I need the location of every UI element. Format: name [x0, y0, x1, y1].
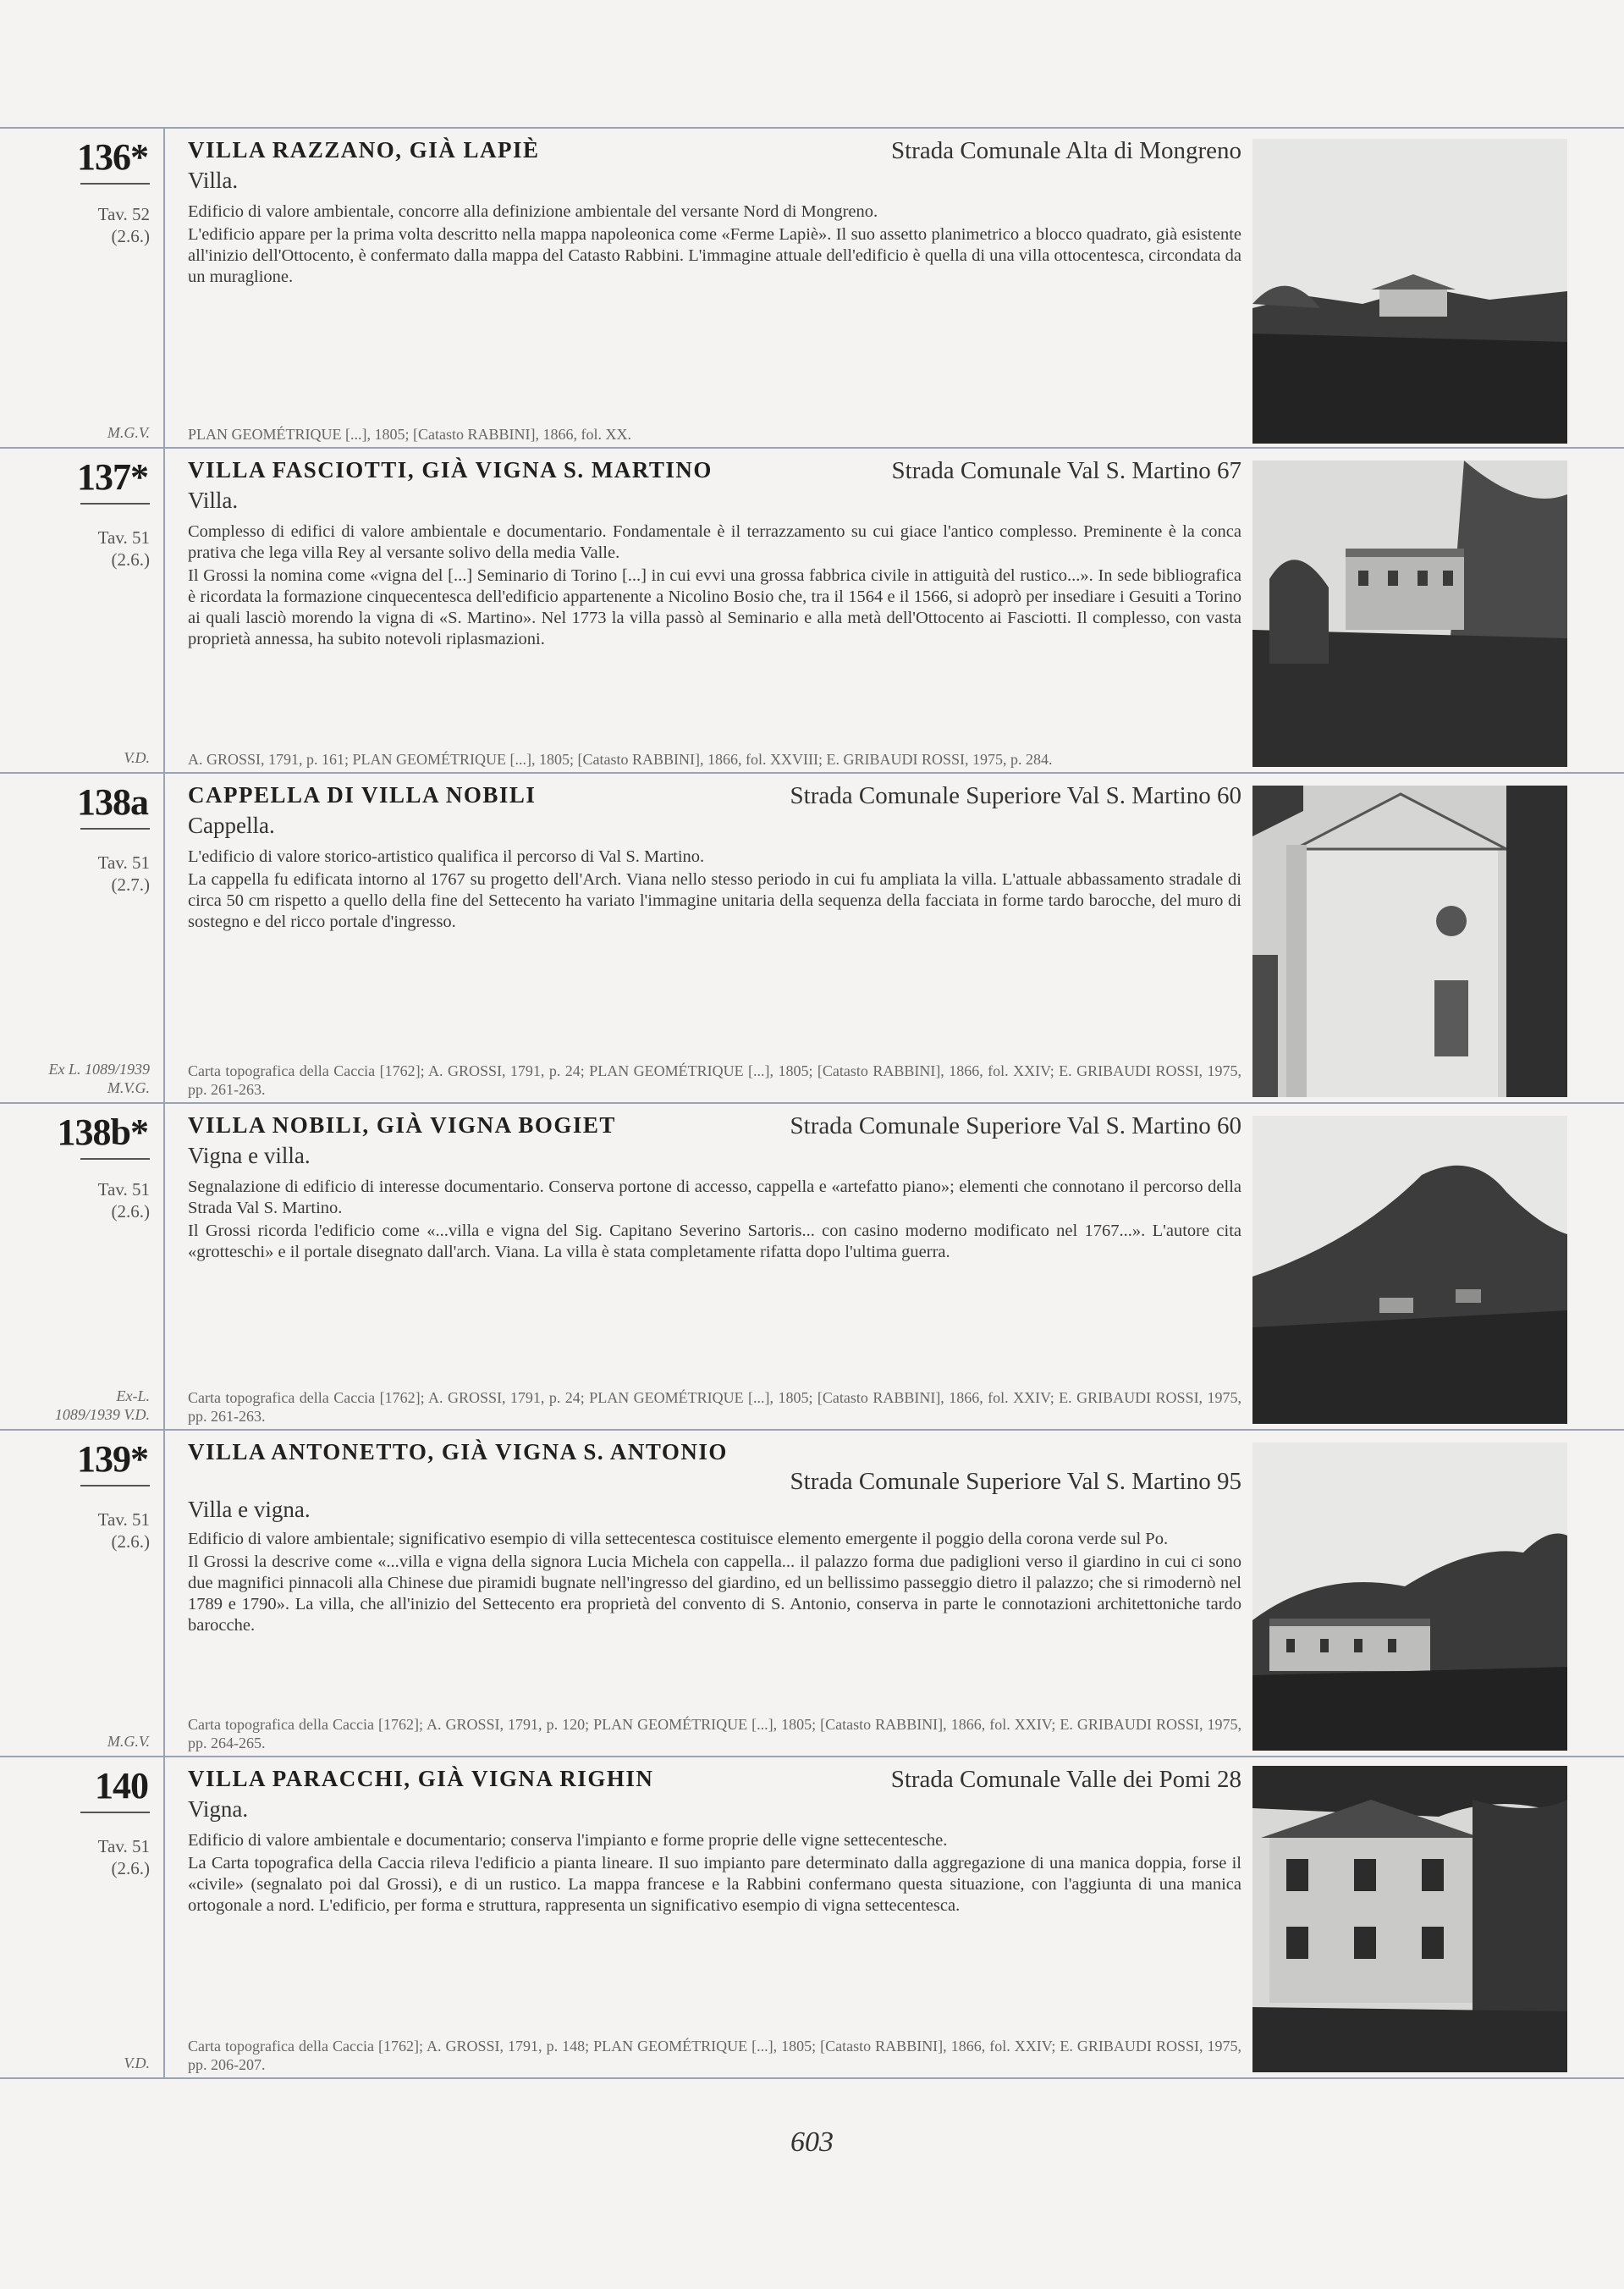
- villa-photo-graphic: [1252, 1442, 1567, 1751]
- number-rule: [80, 1485, 150, 1486]
- description-paragraph: La Carta topografica della Caccia rileva l'edificio a pianta lineare. Il suo impianto pare determinato dalla aggregazione di una manica doppia, forse il «civile» (segnalato poi dal Grossi), e di un rustico. La mappa francese e la Rabbini confermano questa situazione, con l'aggiunta di una manica ortogonale a nord. L'edificio, per forma e struttura, rappresenta un significativo esempio di vigna settecentesca.: [188, 1854, 1241, 1915]
- page-number: 603: [790, 2126, 834, 2158]
- entry-photo: [1252, 139, 1567, 444]
- entry-number: 137*: [77, 456, 148, 498]
- entry-140: [0, 1757, 1624, 2079]
- description-paragraph: Il Grossi ricorda l'edificio come «...villa e vigna del Sig. Capitano Severino Sartoris... con casino moderno modificato nel 1767...». L'autore cita «grotteschi» e il portale disegnato dall'arch. Viana. La villa è stata completamente rifatta dopo l'ultima guerra.: [188, 1222, 1241, 1261]
- entry-bibliography: Carta topografica della Caccia [1762]; A. GROSSI, 1791, p. 24; PLAN GEOMÉTRIQUE [...], 1805; [Catasto RABBINI], 1866, fol. XXIV; E. GRIBAUDI ROSSI, 1975, pp. 261-263.: [188, 1389, 1241, 1425]
- entry-photo: [1252, 461, 1567, 767]
- entry-type: Cappella.: [188, 813, 275, 838]
- category-code: (2.6.): [111, 1201, 150, 1222]
- entry-meta: [0, 449, 165, 772]
- entry-content: [188, 449, 1241, 772]
- tav-reference: [98, 852, 150, 896]
- tav-label: Tav. 51: [97, 852, 150, 873]
- tav-reference: [98, 527, 150, 571]
- description-paragraph: Edificio di valore ambientale; significativo esempio di villa settecentesca costituisce elemento emergente il poggio della corona verde sul Po.: [188, 1530, 1169, 1548]
- entry-title: VILLA FASCIOTTI, GIÀ VIGNA S. MARTINO: [188, 457, 713, 483]
- entry-author: V.D.: [124, 2055, 150, 2071]
- entry-bibliography: Carta topografica della Caccia [1762]; A. GROSSI, 1791, p. 120; PLAN GEOMÉTRIQUE [...], 1805; [Catasto RABBINI], 1866, fol. XXIV; E. GRIBAUDI ROSSI, 1975, pp. 264-265.: [188, 1716, 1241, 1751]
- entry-content: [188, 129, 1241, 447]
- entry-description: [188, 847, 1241, 935]
- tav-label: Tav. 51: [97, 1836, 150, 1856]
- chapel-photo-graphic: [1252, 786, 1567, 1097]
- description-paragraph: L'edificio di valore storico-artistico qualifica il percorso di Val S. Martino.: [188, 847, 705, 866]
- entry-address: Strada Comunale Alta di Mongreno: [891, 137, 1241, 164]
- entry-137: [0, 449, 1624, 774]
- description-paragraph: Edificio di valore ambientale e documentario; conserva l'impianto e forme proprie delle vigne settecentesche.: [188, 1831, 948, 1850]
- entry-bibliography: PLAN GEOMÉTRIQUE [...], 1805; [Catasto RABBINI], 1866, fol. XX.: [188, 426, 631, 443]
- description-paragraph: L'edificio appare per la prima volta descritto nella mappa napoleonica come «Ferme Lapiè». Il suo assetto planimetrico a blocco quadrato, già esistente all'inizio dell'Ottocento, è confermato dalla mappa del Catasto Rabbini. L'immagine attuale dell'edificio è quella di una villa ottocentesca, circondata da un muraglione.: [188, 225, 1241, 286]
- entry-type: Villa.: [188, 168, 239, 193]
- category-code: (2.6.): [111, 549, 150, 570]
- entry-description: [188, 201, 1241, 290]
- entry-photo: [1252, 1116, 1567, 1424]
- tav-label: Tav. 51: [97, 1509, 150, 1530]
- villa-photo-graphic: [1252, 461, 1567, 767]
- number-rule: [80, 828, 150, 830]
- entry-description: [188, 1830, 1241, 1918]
- tav-label: Tav. 52: [97, 204, 150, 224]
- tav-reference: [98, 203, 150, 247]
- tav-reference: [98, 1178, 150, 1222]
- description-paragraph: Edificio di valore ambientale, concorre alla definizione ambientale del versante Nord di Mongreno.: [188, 202, 878, 221]
- entry-bibliography: Carta topografica della Caccia [1762]; A. GROSSI, 1791, p. 148; PLAN GEOMÉTRIQUE [...], 1805; [Catasto RABBINI], 1866, fol. XXIV; E. GRIBAUDI ROSSI, 1975, pp. 206-207.: [188, 2038, 1241, 2073]
- entry-address: Strada Comunale Valle dei Pomi 28: [890, 1766, 1241, 1793]
- entry-title: CAPPELLA DI VILLA NOBILI: [188, 782, 537, 808]
- villa-photo-graphic: [1252, 139, 1567, 444]
- entry-meta: [0, 1104, 165, 1429]
- number-rule: [80, 1158, 150, 1160]
- entry-description: [188, 1529, 1241, 1638]
- entry-author: M.G.V.: [107, 1733, 150, 1750]
- tav-reference: [98, 1835, 150, 1879]
- entry-139: [0, 1431, 1624, 1757]
- description-paragraph: Segnalazione di edificio di interesse documentario. Conserva portone di accesso, cappella e «artefatto piano»; elementi che connotano il percorso della Strada Val S. Martino.: [188, 1178, 1241, 1217]
- entry-138b: [0, 1104, 1624, 1431]
- entry-author: Ex L. 1089/1939 M.V.G.: [48, 1061, 150, 1096]
- entry-title: VILLA PARACCHI, GIÀ VIGNA RIGHIN: [188, 1766, 654, 1791]
- entry-content: [188, 1757, 1241, 2077]
- entry-type: Vigna e villa.: [188, 1143, 311, 1168]
- entry-photo: [1252, 1766, 1567, 2072]
- entry-136: [0, 129, 1624, 449]
- entry-138a: [0, 774, 1624, 1104]
- entry-type: Villa e vigna.: [188, 1497, 311, 1522]
- description-paragraph: Il Grossi la descrive come «...villa e vigna della signora Lucia Michela con cappella... il palazzo forma due padiglioni verso il giardino in cui ci sono due magnifici pinnacoli alla Chinese due piramidi bugnate nell'ingresso del giardino, ed un bellissimo passeggio dietro il palazzo; che si rimodernò nel 1789 e 1790». La villa, che all'inizio del Settecento era proprietà del convento di S. Antonio, conserva in parte le connotazioni architettoniche tardo barocche.: [188, 1553, 1241, 1635]
- entry-number: 140: [95, 1765, 148, 1806]
- number-rule: [80, 503, 150, 505]
- hillside-photo-graphic: [1252, 1116, 1567, 1424]
- entry-number: 139*: [77, 1438, 148, 1480]
- entry-title: VILLA RAZZANO, GIÀ LAPIÈ: [188, 137, 540, 163]
- tav-label: Tav. 51: [97, 527, 150, 548]
- entry-author: Ex-L. 1089/1939 V.D.: [54, 1387, 150, 1423]
- entry-bibliography: A. GROSSI, 1791, p. 161; PLAN GEOMÉTRIQUE [...], 1805; [Catasto RABBINI], 1866, fol. XXVIII; E. GRIBAUDI ROSSI, 1975, p. 284.: [188, 751, 1053, 768]
- entry-address: Strada Comunale Superiore Val S. Martino 60: [790, 782, 1241, 809]
- entry-number: 138b*: [57, 1111, 148, 1153]
- entry-type: Villa.: [188, 488, 239, 513]
- entry-content: [188, 1431, 1241, 1756]
- entry-content: [188, 1104, 1241, 1429]
- entry-meta: [0, 1431, 165, 1756]
- category-code: (2.7.): [111, 874, 150, 895]
- entry-address: Strada Comunale Val S. Martino 67: [891, 457, 1241, 484]
- entry-title: VILLA NOBILI, GIÀ VIGNA BOGIET: [188, 1112, 616, 1138]
- entry-description: [188, 521, 1241, 652]
- tav-label: Tav. 51: [97, 1179, 150, 1200]
- entry-number: 136*: [77, 136, 148, 178]
- tav-reference: [98, 1509, 150, 1553]
- number-rule: [80, 1812, 150, 1813]
- entry-content: [188, 774, 1241, 1102]
- entry-meta: [0, 129, 165, 447]
- entry-author: V.D.: [124, 749, 150, 766]
- category-code: (2.6.): [111, 226, 150, 246]
- entry-title: VILLA ANTONETTO, GIÀ VIGNA S. ANTONIO: [188, 1439, 728, 1464]
- entry-address: Strada Comunale Superiore Val S. Martino 95: [790, 1468, 1241, 1495]
- vigna-photo-graphic: [1252, 1766, 1567, 2072]
- entry-bibliography: Carta topografica della Caccia [1762]; A. GROSSI, 1791, p. 24; PLAN GEOMÉTRIQUE [...], 1805; [Catasto RABBINI], 1866, fol. XXIV; E. GRIBAUDI ROSSI, 1975, pp. 261-263.: [188, 1062, 1241, 1098]
- entry-meta: [0, 774, 165, 1102]
- entry-photo: [1252, 786, 1567, 1097]
- entry-author: M.G.V.: [107, 424, 150, 441]
- entry-meta: [0, 1757, 165, 2077]
- entry-type: Vigna.: [188, 1796, 249, 1822]
- entry-photo: [1252, 1442, 1567, 1751]
- entry-number: 138a: [77, 781, 148, 823]
- category-code: (2.6.): [111, 1858, 150, 1878]
- description-paragraph: Complesso di edifici di valore ambientale e documentario. Fondamentale è il terrazzamento su cui giace l'antico complesso. Preminente è la conca prativa che lega villa Rey al versante solivo della media Valle.: [188, 522, 1241, 562]
- category-code: (2.6.): [111, 1531, 150, 1552]
- entry-address: Strada Comunale Superiore Val S. Martino 60: [790, 1112, 1241, 1139]
- description-paragraph: Il Grossi la nomina come «vigna del [...] Seminario di Torino [...] in cui evvi una grossa fabbrica civile in attiguità del rustico...». In sede bibliografica è ricordata la formazione cinquecentesca dell'edificio appartenente a Nicolino Bosio che, tra il 1564 e il 1566, si adoprò per insediare i Gesuiti a Torino ai quali lasciò morendo la vigna di «S. Martino». Nel 1773 la villa passò al Seminario e alla metà dell'Ottocento ai Fasciotti. Il complesso, con vasta proprietà annessa, ha subito notevoli riplasmazioni.: [188, 566, 1241, 648]
- description-paragraph: La cappella fu edificata intorno al 1767 su progetto dell'Arch. Viana nello stesso periodo in cui fu ampliata la villa. L'attuale abbassamento stradale di circa 50 cm rispetto a quello della fine del Settecento ha variato l'immagine unitaria della sequenza della facciata in forme tardo barocche, del muro di sostegno e del ricco portale d'ingresso.: [188, 870, 1241, 931]
- number-rule: [80, 183, 150, 185]
- entry-description: [188, 1177, 1241, 1265]
